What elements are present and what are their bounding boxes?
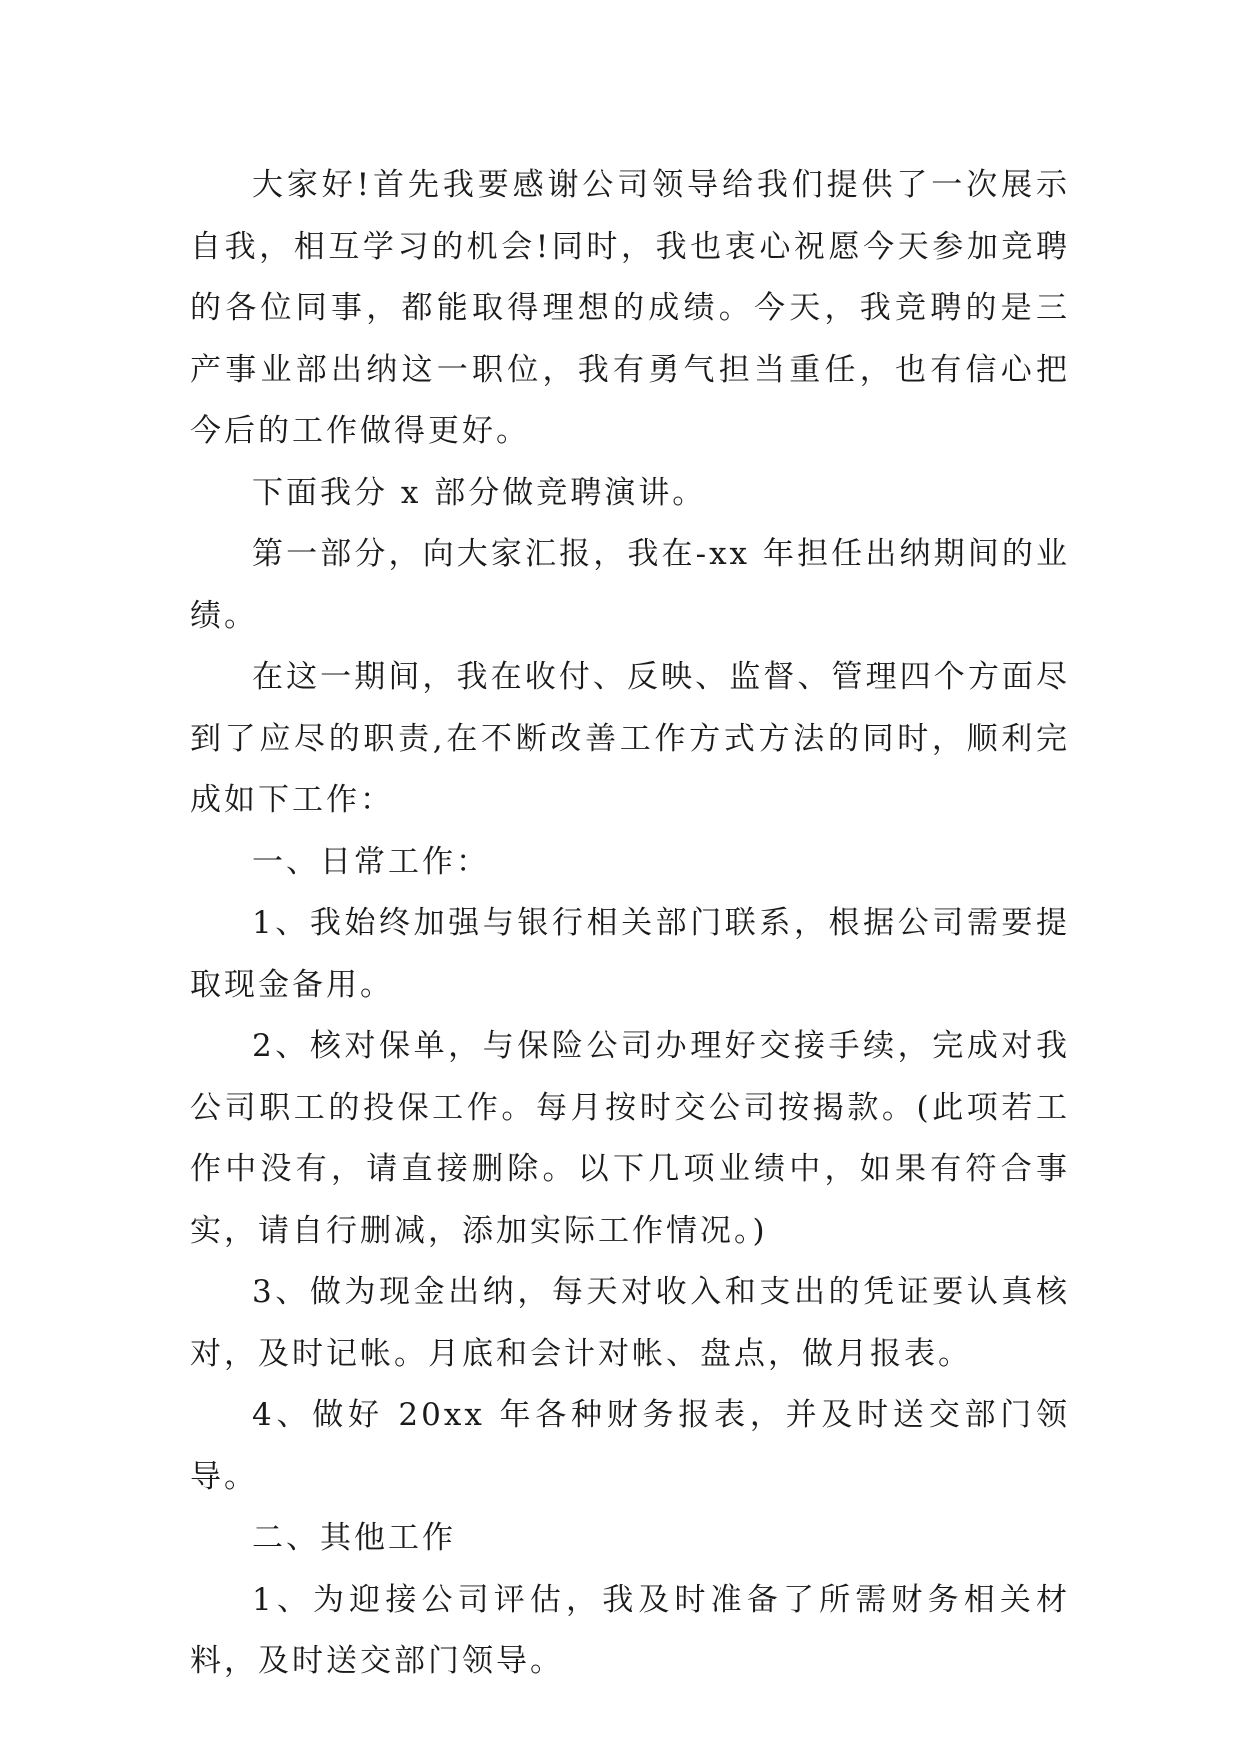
paragraph-daily-item-2: 2、核对保单，与保险公司办理好交接手续，完成对我公司职工的投保工作。每月按时交公司按揭款。(此项若工作中没有，请直接删除。以下几项业绩中，如果有符合事实，请自行删减，添加实际工作情况。) [190,1028,1070,1249]
paragraph-outline: 下面我分 x 部分做竞聘演讲。 [252,474,707,511]
paragraph-daily-item-1: 1、我始终加强与银行相关部门联系，根据公司需要提取现金备用。 [190,905,1070,1003]
paragraph-part-one-heading: 第一部分，向大家汇报，我在-xx 年担任出纳期间的业绩。 [190,536,1070,634]
paragraph-other-item-1: 1、为迎接公司评估，我及时准备了所需财务相关材料，及时送交部门领导。 [190,1581,1070,1679]
paragraph-greeting: 大家好!首先我要感谢公司领导给我们提供了一次展示自我，相互学习的机会!同时，我也衷心祝愿今天参加竞聘的各位同事，都能取得理想的成绩。今天，我竞聘的是三产事业部出纳这一职位，我有勇气担当重任，也有信心把今后的工作做得更好。 [190,167,1070,449]
paragraph-daily-item-4: 4、做好 20xx 年各种财务报表，并及时送交部门领导。 [190,1397,1070,1495]
paragraph-daily-work-heading: 一、日常工作： [252,843,490,880]
paragraph-other-work-heading: 二、其他工作 [252,1520,456,1556]
paragraph-duties-summary: 在这一期间，我在收付、反映、监督、管理四个方面尽到了应尽的职责,在不断改善工作方式方法的同时，顺利完成如下工作： [190,659,1070,818]
document-body [190,155,1070,1693]
paragraph-daily-item-3: 3、做为现金出纳，每天对收入和支出的凭证要认真核对，及时记帐。月底和会计对帐、盘点，做月报表。 [190,1274,1070,1372]
